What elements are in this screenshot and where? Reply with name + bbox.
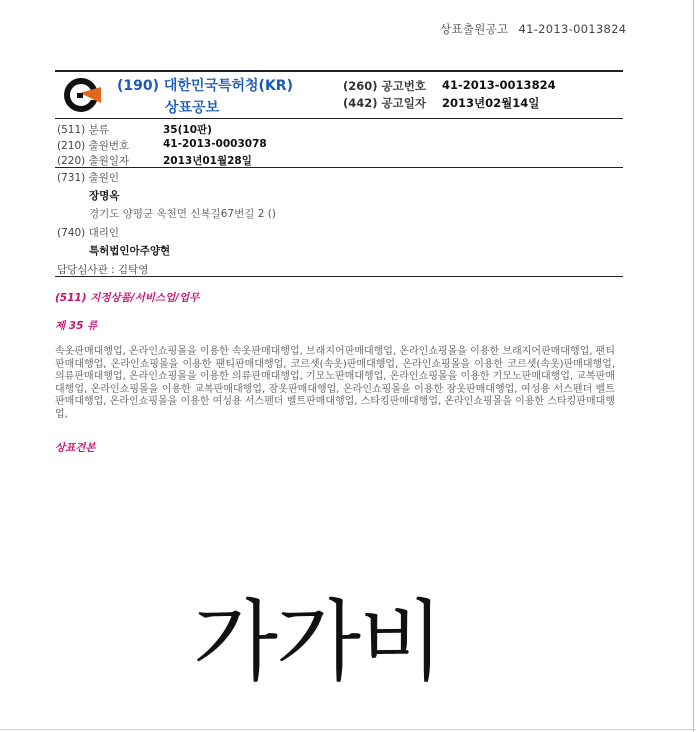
kipo-logo-icon: [64, 78, 102, 112]
page-border-bottom: [0, 729, 696, 730]
header-top-rule: [55, 70, 623, 72]
class-heading: 제 35 류: [55, 320, 98, 332]
application-number-label: (210) 출원번호: [57, 140, 130, 152]
pub-date-value: 2013년02월14일: [442, 96, 540, 110]
designated-goods-text: 속옷판매대행업, 온라인쇼핑몰을 이용한 속옷판매대행업, 브래지어판매대행업, 온라인쇼핑몰을 이용한 브래지어판매대행업, 팬티판매대행업, 온라인쇼핑몰을 이용한 팬티판매대행업, 코르셋(속옷)판매대행업, 온라인쇼핑몰을 이용한 코르셋(속옷)판매대행업, 의류판매대행업, 온라인쇼핑몰을 이용한 의류판매대행업, 기모노판매대행업, 온라인쇼핑몰을 이용한 기모노판매대행업, 교복판매대행업, 온라인쇼핑몰을 이용한 교복판매대행업, 잠옷판매대행업, 온라인쇼핑몰을 이용한 잠옷판매대행업, 여성용 서스펜더 벨트판매대행업, 온라인쇼핑몰을 이용한 여성용 서스펜더 벨트판매대행업, 스타킹판매대행업, 온라인쇼핑몰을 이용한 스타킹판매대행업,: [55, 346, 615, 420]
application-date-label: (220) 출원일자: [57, 155, 130, 167]
doc-number: 41-2013-0013824: [518, 22, 627, 36]
agent-label: (740) 대리인: [57, 227, 120, 239]
document-reference: [440, 21, 626, 37]
application-date-value: 2013년01월28일: [163, 155, 252, 167]
applicant-label: (731) 출원인: [57, 172, 120, 184]
trademark-specimen: 가가비: [193, 590, 443, 693]
agent-name: 특허법인아주양현: [89, 245, 171, 257]
application-number-value: 41-2013-0003078: [163, 138, 267, 150]
class-label: (511) 분류: [57, 124, 109, 136]
pub-number-label: (260) 공고번호: [343, 79, 426, 93]
doc-type: 상표출원공고: [440, 22, 509, 36]
mark-section-title: 상표견본: [55, 442, 96, 454]
gazette-title: 상표공보: [165, 100, 220, 116]
applicant-address: 경기도 양평군 옥천면 신복길67번길 2 (): [89, 208, 276, 220]
office-name: (190) 대한민국특허청(KR): [117, 78, 293, 94]
goods-section-title: (511) 지정상품/서비스업/업무: [55, 292, 200, 304]
pub-date-label: (442) 공고일자: [343, 96, 426, 110]
class-value: 35(10판): [163, 124, 212, 136]
applicant-rule: [55, 167, 623, 168]
pub-number-value: 41-2013-0013824: [442, 78, 556, 92]
examiner: 담당심사관 : 김탁영: [57, 264, 149, 276]
page-border-right: [693, 0, 694, 732]
header-bottom-rule: [55, 118, 623, 119]
biblio-bottom-rule: [55, 276, 623, 277]
applicant-name: 장명옥: [89, 190, 120, 202]
